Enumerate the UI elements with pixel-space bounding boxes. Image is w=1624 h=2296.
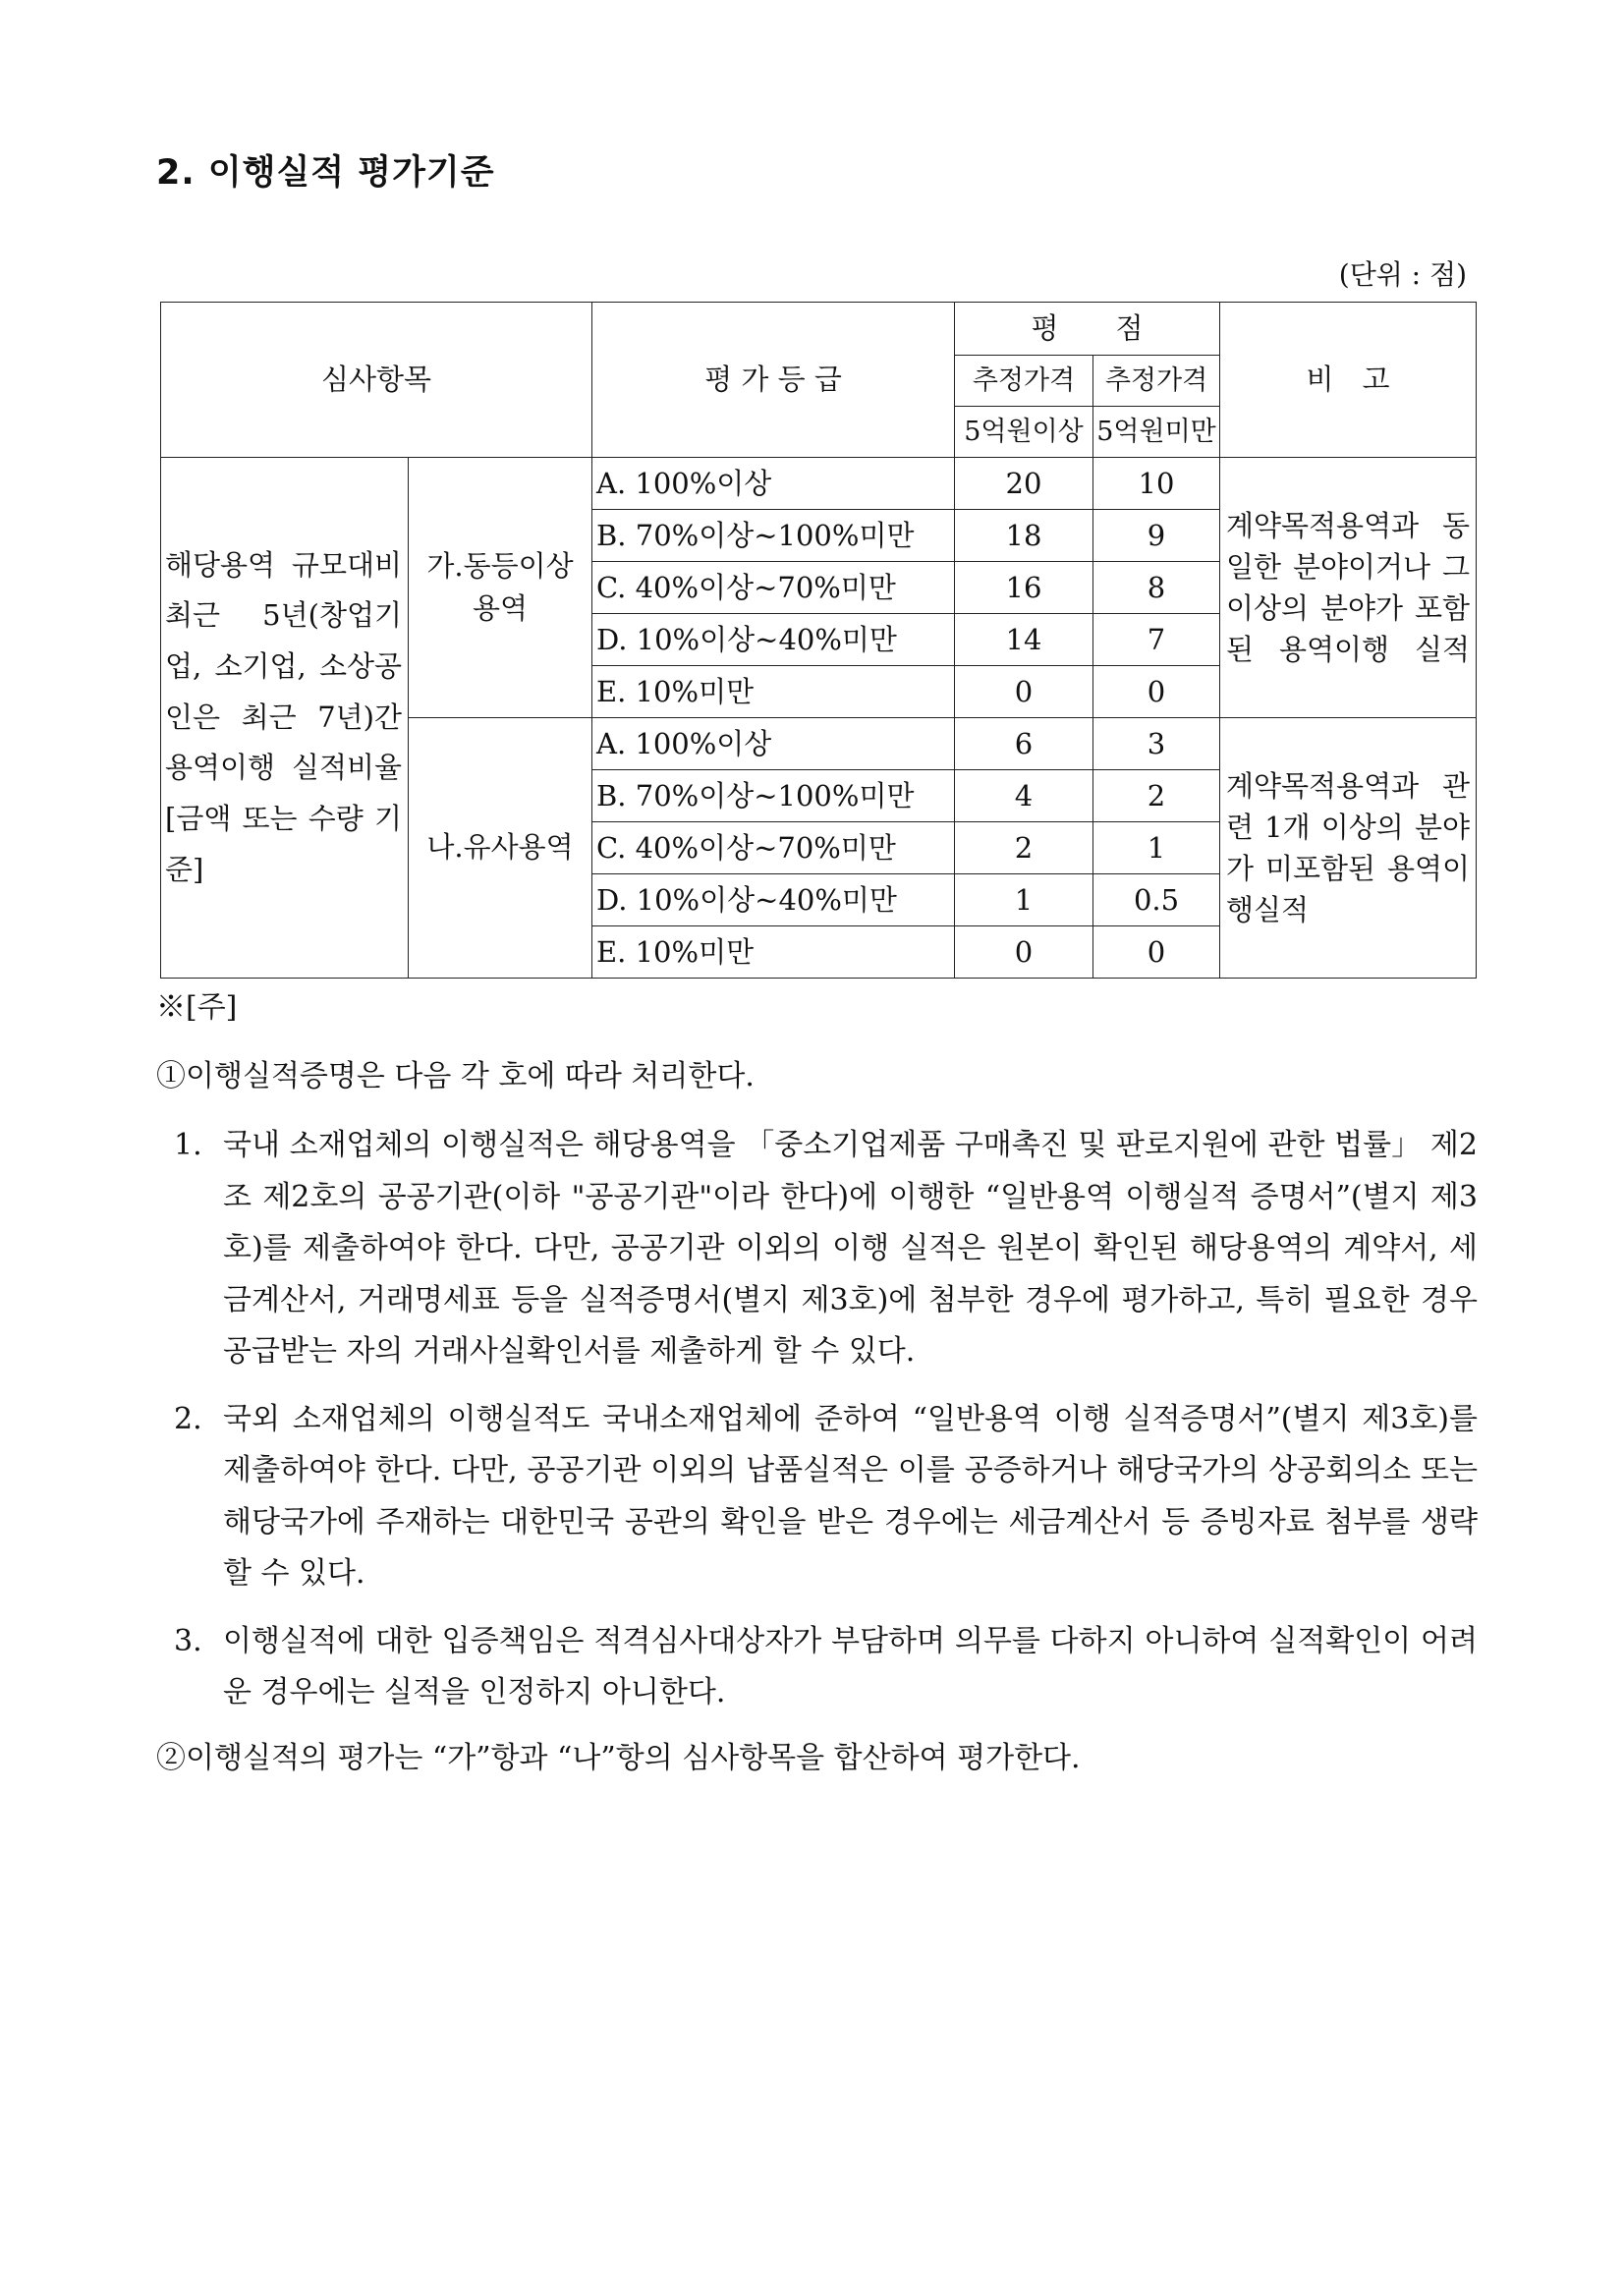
remark-similar: 계약목적용역과 관련 1개 이상의 분야가 미포함된 용역이행실적 xyxy=(1220,718,1477,979)
header-col-b-line1: 추정가격 xyxy=(1093,356,1220,407)
grade-cell: A. 100%이상 xyxy=(592,458,955,510)
score-b-cell: 1 xyxy=(1093,822,1220,874)
score-b-cell: 0 xyxy=(1093,666,1220,718)
category-name: 용역 xyxy=(472,591,529,625)
grade-cell: E. 10%미만 xyxy=(592,666,955,718)
item-description: 해당용역 규모대비 최근 5년(창업기업, 소기업, 소상공인은 최근 7년)간 용역이행 실적비율[금액 또는 수량 기준] xyxy=(161,458,409,979)
score-a-cell: 16 xyxy=(955,562,1093,614)
header-col-b-line2: 5억원미만 xyxy=(1093,407,1220,458)
list-item xyxy=(156,1616,1478,1719)
score-a-cell: 0 xyxy=(955,666,1093,718)
score-a-cell: 1 xyxy=(955,874,1093,926)
evaluation-table xyxy=(160,302,1477,979)
header-remark: 비 고 xyxy=(1220,303,1477,458)
category-similar xyxy=(409,718,592,979)
grade-cell: D. 10%이상~40%미만 xyxy=(592,614,955,666)
list-item xyxy=(156,1394,1478,1600)
score-a-cell: 4 xyxy=(955,770,1093,822)
grade-cell: B. 70%이상~100%미만 xyxy=(592,510,955,562)
list-item-number: 1. xyxy=(174,1128,202,1162)
score-a-cell: 14 xyxy=(955,614,1093,666)
score-a-cell: 18 xyxy=(955,510,1093,562)
list-item-text: 국외 소재업체의 이행실적도 국내소재업체에 준하여 “일반용역 이행 실적증명서”(별지 제3호)를 제출하여야 한다. 다만, 공공기관 이외의 납품실적은 이를 공증하거나 해당국가의 상공회의소 또는 해당국가에 주재하는 대한민국 공관의 확인을 받은 경우에는 세금계산서 등 증빙자료 첨부를 생략할 수 있다. xyxy=(223,1401,1478,1591)
category-name: 가.동등이상 xyxy=(426,548,574,583)
grade-cell: A. 100%이상 xyxy=(592,718,955,770)
category-name: 나.유사용역 xyxy=(426,830,574,865)
note-list xyxy=(156,1120,1478,1719)
header-col-a-line2: 5억원이상 xyxy=(955,407,1093,458)
score-a-cell: 20 xyxy=(955,458,1093,510)
score-b-cell: 7 xyxy=(1093,614,1220,666)
score-b-cell: 9 xyxy=(1093,510,1220,562)
score-a-cell: 2 xyxy=(955,822,1093,874)
grade-cell: B. 70%이상~100%미만 xyxy=(592,770,955,822)
score-b-cell: 10 xyxy=(1093,458,1220,510)
header-score: 평 점 xyxy=(955,303,1220,356)
score-a-cell: 6 xyxy=(955,718,1093,770)
header-grade: 평 가 등 급 xyxy=(592,303,955,458)
list-item-number: 3. xyxy=(174,1623,202,1658)
score-b-cell: 3 xyxy=(1093,718,1220,770)
header-item: 심사항목 xyxy=(161,303,592,458)
note-paragraph-1: ①이행실적증명은 다음 각 호에 따라 처리한다. xyxy=(156,1059,755,1093)
score-b-cell: 0.5 xyxy=(1093,874,1220,926)
grade-cell: C. 40%이상~70%미만 xyxy=(592,822,955,874)
score-b-cell: 8 xyxy=(1093,562,1220,614)
score-a-cell: 0 xyxy=(955,926,1093,979)
section-heading: 2. 이행실적 평가기준 xyxy=(156,153,495,193)
list-item-text: 국내 소재업체의 이행실적은 해당용역을 「중소기업제품 구매촉진 및 판로지원에 관한 법률」 제2조 제2호의 공공기관(이하 "공공기관"이라 한다)에 이행한 “일반용역 이행실적 증명서”(별지 제3호)를 제출하여야 한다. 다만, 공공기관 이외의 이행 실적은 원본이 확인된 해당용역의 계약서, 세금계산서, 거래명세표 등을 실적증명서(별지 제3호)에 첨부한 경우에 평가하고, 특히 필요한 경우 공급받는 자의 거래사실확인서를 제출하게 할 수 있다. xyxy=(223,1128,1478,1369)
notes-mark: ※[주] xyxy=(156,990,238,1025)
list-item-number: 2. xyxy=(174,1401,202,1436)
notes-section xyxy=(156,982,1478,1802)
list-item xyxy=(156,1120,1478,1378)
score-b-cell: 0 xyxy=(1093,926,1220,979)
table-row xyxy=(161,458,1477,510)
note-paragraph-2: ②이행실적의 평가는 “가”항과 “나”항의 심사항목을 합산하여 평가한다. xyxy=(156,1740,1081,1775)
list-item-text: 이행실적에 대한 입증책임은 적격심사대상자가 부담하며 의무를 다하지 아니하여 실적확인이 어려운 경우에는 실적을 인정하지 아니한다. xyxy=(223,1623,1478,1709)
grade-cell: C. 40%이상~70%미만 xyxy=(592,562,955,614)
grade-cell: D. 10%이상~40%미만 xyxy=(592,874,955,926)
header-col-a-line1: 추정가격 xyxy=(955,356,1093,407)
grade-cell: E. 10%미만 xyxy=(592,926,955,979)
remark-equivalent: 계약목적용역과 동일한 분야이거나 그 이상의 분야가 포함된 용역이행 실적 xyxy=(1220,458,1477,718)
unit-label: (단위 : 점) xyxy=(1338,258,1467,291)
score-b-cell: 2 xyxy=(1093,770,1220,822)
category-equivalent xyxy=(409,458,592,718)
